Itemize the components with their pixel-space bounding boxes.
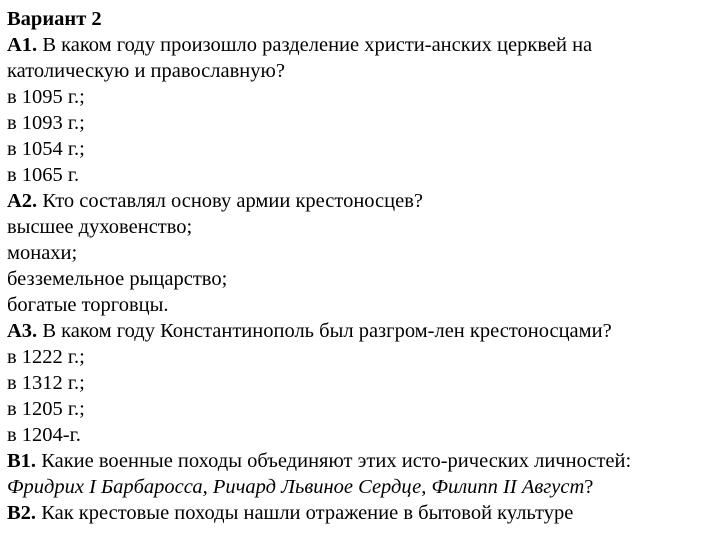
- question-text: Кто составлял основу армии крестоносцев?: [37, 190, 424, 212]
- question-label: А2.: [7, 190, 38, 212]
- answer-option: в 1065 г.: [7, 164, 80, 186]
- answer-option: высшее духовенство;: [7, 216, 193, 238]
- question-text: В каком году произошло разделение христи-анских церквей на: [37, 34, 593, 56]
- question-b2: [7, 500, 720, 526]
- answer-option: в 1093 г.;: [7, 112, 85, 134]
- historical-figures-line: [7, 474, 720, 500]
- answer-option: в 1095 г.;: [7, 86, 85, 108]
- answer-option: в 1204-г.: [7, 424, 81, 446]
- question-b1: [7, 448, 720, 474]
- answer-option: в 1312 г.;: [7, 372, 85, 394]
- answer-option: богатые торговцы.: [7, 294, 169, 316]
- question-label: А3.: [7, 320, 38, 342]
- question-text: Как крестовые походы нашли отражение в бытовой культуре: [36, 502, 574, 524]
- question-a3: [7, 318, 720, 344]
- historical-figures: Фридрих I Барбаросса, Ричард Львиное Сердце, Филипп II Август: [7, 476, 585, 498]
- answer-option: монахи;: [7, 242, 78, 264]
- question-mark: ?: [584, 476, 594, 498]
- answer-option: в 1054 г.;: [7, 138, 85, 160]
- question-text: Какие военные походы объединяют этих исто-рических личностей:: [36, 450, 632, 472]
- question-label: А1.: [7, 34, 38, 56]
- question-a1: [7, 32, 720, 58]
- variant-title: Вариант 2: [7, 8, 102, 30]
- answer-option: в 1222 г.;: [7, 346, 85, 368]
- question-text: В каком году Константинополь был разгром-лен крестоносцами?: [37, 320, 612, 342]
- answer-option: в 1205 г.;: [7, 398, 85, 420]
- question-label: В1.: [7, 450, 37, 472]
- question-text-continued: католическую и православную?: [7, 60, 285, 82]
- question-a2: [7, 188, 720, 214]
- answer-option: безземельное рыцарство;: [7, 268, 228, 290]
- question-label: В2.: [7, 502, 37, 524]
